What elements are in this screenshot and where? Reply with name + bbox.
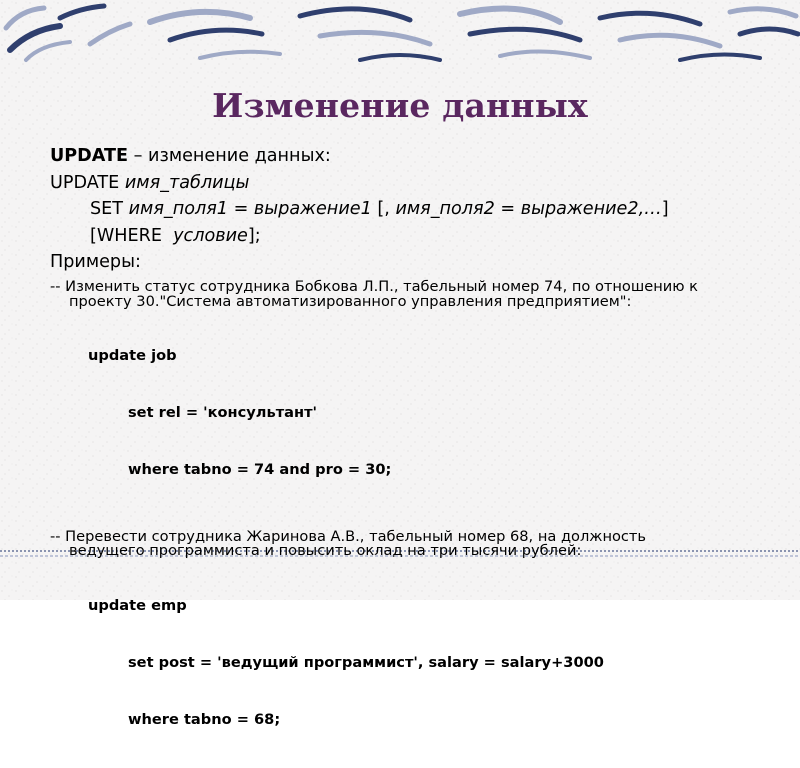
keyword-update: UPDATE xyxy=(50,146,129,166)
syntax-line-2-text: UPDATE xyxy=(50,172,125,193)
slide-body xyxy=(50,148,770,768)
syntax-condition: условие xyxy=(173,225,248,246)
syntax-field2: имя_поля2 = выражение2,… xyxy=(395,199,662,220)
example-2-comment-line-1: -- Перевести сотрудника Жаринова А.В., табельный номер 68, на должность xyxy=(50,527,647,545)
example-2-comment-line-2: ведущего программиста и повысить оклад на три тысячи рублей: xyxy=(69,542,582,560)
syntax-set: SET xyxy=(90,199,129,220)
slide-title: Изменение данных xyxy=(212,86,588,125)
syntax-line-2 xyxy=(50,172,770,193)
examples-heading: Примеры: xyxy=(50,252,141,273)
example-1-comment-line-2: проекту 30."Система автоматизированного управления предприятием": xyxy=(69,292,632,310)
example-2-code xyxy=(50,559,770,768)
code-line: where tabno = 68; xyxy=(128,710,281,728)
syntax-line-4 xyxy=(50,225,770,246)
code-line: update job xyxy=(88,347,177,365)
syntax-line-1 xyxy=(50,148,770,166)
code-line: update emp xyxy=(88,596,187,614)
example-1-comment-line-1: -- Изменить статус сотрудника Бобкова Л.П., табельный номер 74, по отношению к xyxy=(50,277,698,295)
decorative-swoosh-band xyxy=(0,0,800,72)
syntax-end: ]; xyxy=(247,225,261,246)
syntax-line-3 xyxy=(50,201,770,219)
syntax-field1: имя_поля1 = выражение1 xyxy=(128,199,372,220)
syntax-bracket-close: ] xyxy=(661,199,669,220)
syntax-bracket-open: [, xyxy=(371,199,396,220)
example-1-comment xyxy=(50,277,770,310)
syntax-where: [WHERE xyxy=(90,225,174,246)
syntax-line-1-text: – изменение данных: xyxy=(128,146,331,166)
example-2-comment xyxy=(50,527,770,560)
code-line: set post = 'ведущий программист', salary = salary+3000 xyxy=(128,653,604,671)
code-line: set rel = 'консультант' xyxy=(128,404,318,421)
code-line: where tabno = 74 and pro = 30; xyxy=(128,460,392,478)
syntax-table-name: имя_таблицы xyxy=(124,172,250,193)
example-1-code xyxy=(50,309,770,518)
